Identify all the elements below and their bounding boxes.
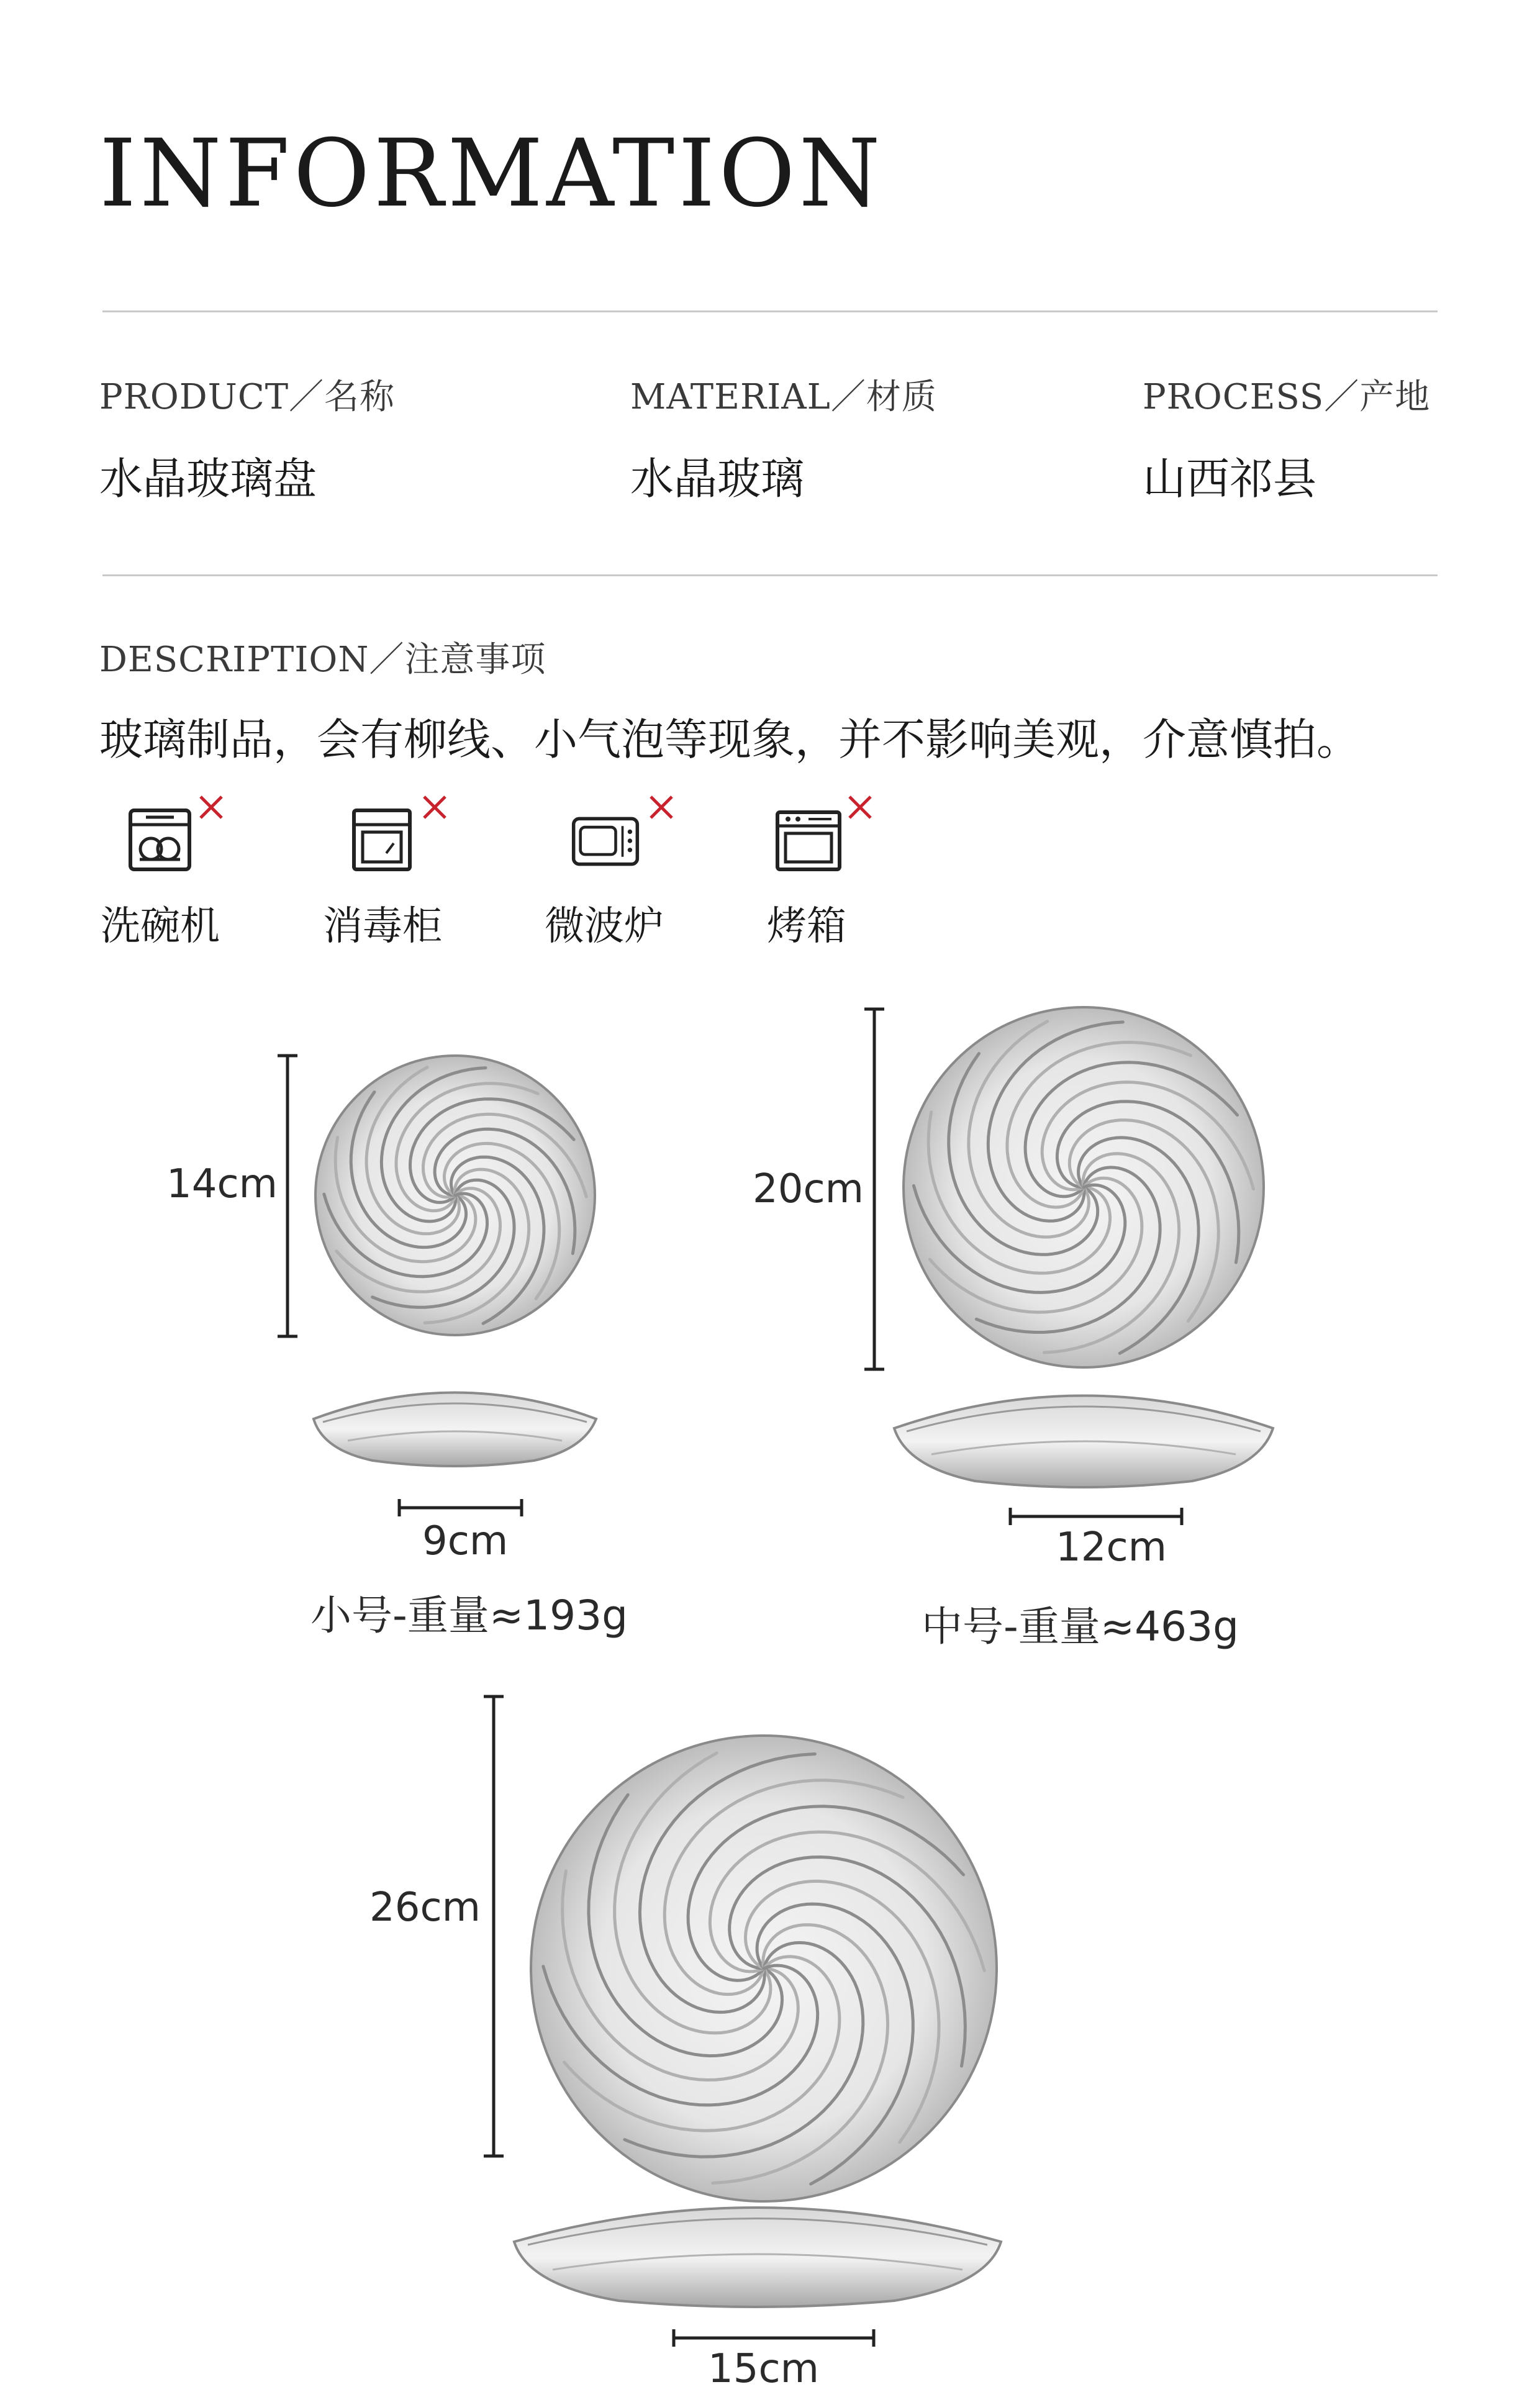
medium-weight-label: 中号-重量≈463g: [922, 1603, 1239, 1651]
swirl-line: [381, 1068, 486, 1221]
dishwasher-label: 洗碗机: [101, 904, 220, 949]
swirl-line: [1057, 1102, 1239, 1262]
swirl-line: [337, 1189, 500, 1292]
small-plate-side-view: [314, 1393, 596, 1467]
description-text: 玻璃制品，会有柳线、小气泡等现象，并不影响美观，介意慎拍。: [99, 714, 1360, 765]
swirl-line: [949, 1054, 1098, 1255]
swirl-line: [976, 1167, 1160, 1333]
process-label: PROCESS／产地: [1143, 377, 1431, 417]
divider-middle: [102, 574, 1438, 576]
swirl-line: [366, 1067, 459, 1234]
dishwasher-icon: [127, 807, 196, 876]
swirl-line: [930, 1178, 1142, 1312]
product-label: PRODUCT／名称: [99, 377, 396, 417]
swirl-line: [564, 1957, 840, 2131]
description-label: DESCRIPTION／注意事项: [99, 640, 546, 680]
swirl-line: [969, 1022, 1089, 1237]
large-diameter-label: 26cm: [369, 1885, 481, 1931]
small-height-dimension-line: [399, 1499, 522, 1516]
small-height-label: 9cm: [422, 1518, 509, 1564]
swirl-line: [543, 1965, 818, 2105]
swirl-line: [664, 1780, 903, 1995]
swirl-line: [444, 1143, 559, 1298]
swirl-line: [324, 1194, 487, 1277]
oven-label: 烤箱: [767, 904, 846, 949]
swirl-line: [913, 1185, 1125, 1292]
swirl-line: [988, 1022, 1123, 1221]
small-weight-label: 小号-重量≈193g: [310, 1592, 628, 1639]
swirl-line: [424, 1114, 587, 1197]
swirl-line: [1079, 1138, 1199, 1353]
medium-height-label: 12cm: [1056, 1524, 1167, 1570]
swirl-line: [730, 1857, 966, 2067]
swirl-line: [710, 1832, 984, 1972]
swirl-line: [410, 1099, 574, 1203]
swirl-line: [373, 1180, 514, 1307]
swirl-line: [425, 1169, 529, 1323]
not-allowed-icon: [196, 792, 227, 823]
material-label: MATERIAL／材质: [630, 377, 937, 417]
medium-diameter-dimension-line: [864, 1009, 884, 1369]
large-plate-top-view: [531, 1736, 997, 2201]
swirl-line: [563, 1871, 799, 2080]
swirl-line: [640, 1754, 815, 2013]
not-allowed-icon: [419, 792, 450, 823]
swirl-line: [1069, 1120, 1218, 1321]
swirl-line: [1007, 1043, 1191, 1208]
sterilizer-label: 消毒柜: [323, 904, 442, 949]
product-value: 水晶玻璃盘: [99, 453, 317, 504]
not-allowed-icon: [845, 792, 876, 823]
small-diameter-label: 14cm: [166, 1161, 278, 1207]
swirl-line: [1042, 1082, 1253, 1190]
microwave-label: 微波炉: [545, 904, 664, 949]
small-plate-top-view: [315, 1056, 595, 1335]
large-height-dimension-line: [674, 2329, 874, 2347]
swirl-line: [335, 1138, 476, 1262]
process-value: 山西祁县: [1143, 453, 1316, 504]
small-diameter-dimension-line: [278, 1056, 297, 1336]
medium-height-dimension-line: [1010, 1508, 1182, 1525]
medium-plate-top-view: [904, 1007, 1264, 1367]
swirl-line: [757, 1904, 913, 2184]
divider-top: [102, 310, 1438, 312]
medium-plate-side-view: [894, 1396, 1273, 1488]
sterilizer-icon: [349, 807, 417, 876]
page-title: INFORMATION: [99, 120, 884, 228]
swirl-line: [351, 1092, 466, 1248]
swirl-line: [435, 1129, 575, 1253]
large-diameter-dimension-line: [484, 1697, 504, 2156]
large-height-label: 15cm: [708, 2346, 819, 2392]
microwave-icon: [571, 807, 640, 876]
swirl-line: [713, 1925, 888, 2183]
not-allowed-icon: [646, 792, 677, 823]
swirl-line: [451, 1157, 544, 1323]
swirl-line: [1044, 1154, 1179, 1352]
swirl-line: [589, 1795, 782, 2055]
medium-diameter-label: 20cm: [753, 1166, 864, 1212]
swirl-line: [625, 1942, 863, 2157]
swirl-line: [688, 1806, 963, 1980]
swirl-line: [746, 1881, 940, 2142]
swirl-line: [928, 1112, 1110, 1273]
swirl-line: [396, 1084, 538, 1211]
swirl-line: [615, 1753, 771, 2033]
swirl-line: [1025, 1062, 1238, 1197]
material-value: 水晶玻璃: [630, 453, 804, 504]
oven-icon: [774, 807, 843, 876]
large-plate-side-view: [514, 2208, 1001, 2307]
